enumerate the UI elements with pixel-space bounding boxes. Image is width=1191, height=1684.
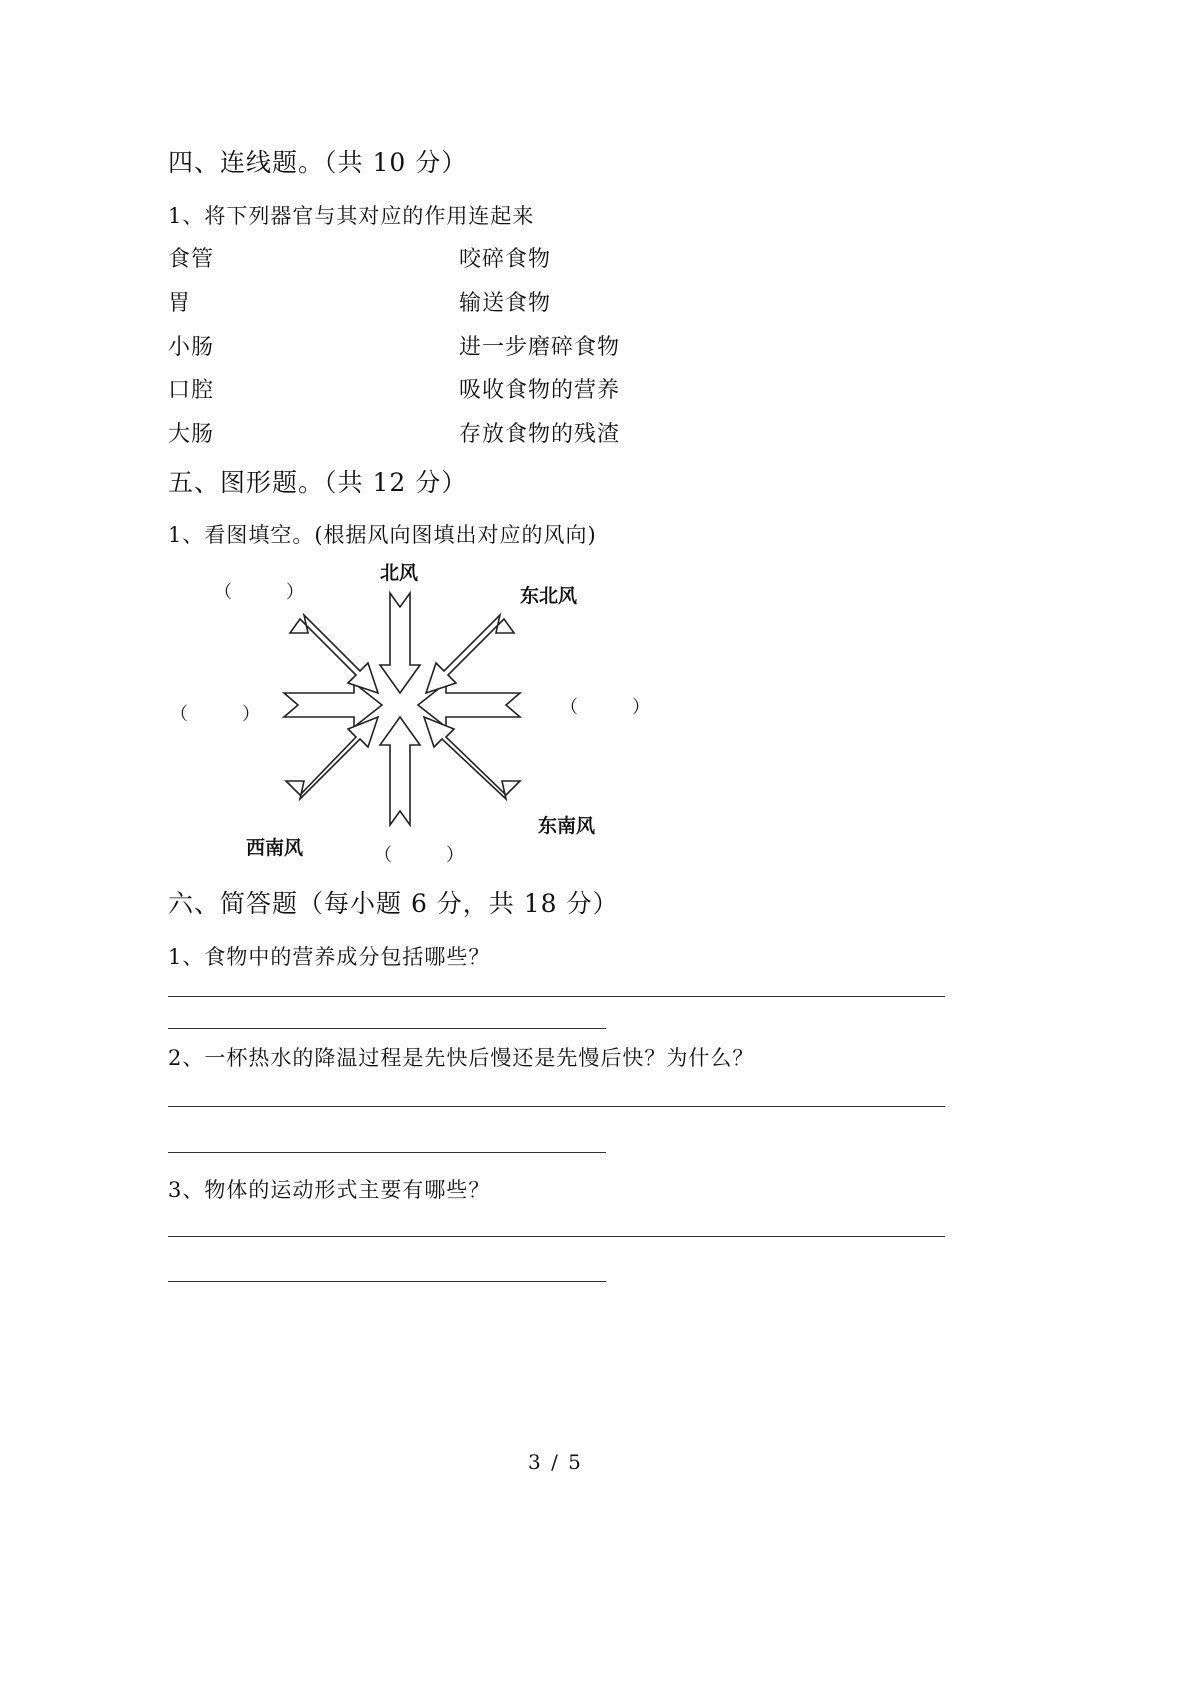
function-item: 进一步磨碎食物: [459, 335, 621, 360]
organ-item: 食管: [168, 247, 215, 272]
organ-item: 口腔: [168, 378, 215, 403]
section6-heading: 六、简答题（每小题 6 分，共 18 分）: [168, 889, 619, 918]
answer-line[interactable]: [168, 1028, 606, 1029]
answer-line[interactable]: [168, 1106, 945, 1107]
answer-line[interactable]: [168, 1236, 945, 1237]
section5-question: 1、看图填空。(根据风向图填出对应的风向): [168, 523, 597, 547]
answer-line[interactable]: [168, 1152, 606, 1153]
label-southwest-wind: 西南风: [246, 837, 304, 859]
function-item: 吸收食物的营养: [459, 378, 621, 403]
short-answer-question: 2、一杯热水的降温过程是先快后慢还是先慢后快？为什么？: [168, 1046, 755, 1070]
answer-line[interactable]: [168, 1281, 606, 1282]
function-item: 存放食物的残渣: [459, 422, 621, 447]
function-item: 咬碎食物: [459, 247, 552, 272]
blank-west[interactable]: （ ）: [170, 704, 260, 725]
arrow-southeast: [424, 717, 520, 799]
organ-item: 大肠: [168, 422, 215, 447]
short-answer-question: 3、物体的运动形式主要有哪些？: [168, 1178, 491, 1202]
organ-item: 小肠: [168, 335, 215, 360]
page-number: 3 / 5: [528, 1450, 583, 1474]
arrow-north: [380, 593, 420, 693]
blank-east[interactable]: （ ）: [560, 697, 650, 718]
organ-item: 胃: [168, 291, 192, 316]
section4-question: 1、将下列器官与其对应的作用连起来: [168, 204, 535, 228]
arrow-southwest: [286, 717, 378, 799]
label-northeast-wind: 东北风: [520, 585, 578, 607]
blank-south[interactable]: （ ）: [374, 845, 464, 866]
section4-heading: 四、连线题。（共 10 分）: [168, 148, 468, 177]
wind-arrows-figure: [270, 585, 540, 835]
section5-heading: 五、图形题。（共 12 分）: [168, 468, 468, 497]
label-southeast-wind: 东南风: [538, 815, 596, 837]
label-north-wind: 北风: [380, 562, 419, 584]
arrow-northeast: [426, 615, 514, 693]
answer-line[interactable]: [168, 996, 945, 997]
arrow-south: [380, 717, 420, 825]
blank-northwest[interactable]: （ ）: [214, 582, 304, 603]
short-answer-question: 1、食物中的营养成分包括哪些？: [168, 945, 491, 969]
function-item: 输送食物: [459, 291, 552, 316]
arrow-northwest: [290, 615, 378, 693]
